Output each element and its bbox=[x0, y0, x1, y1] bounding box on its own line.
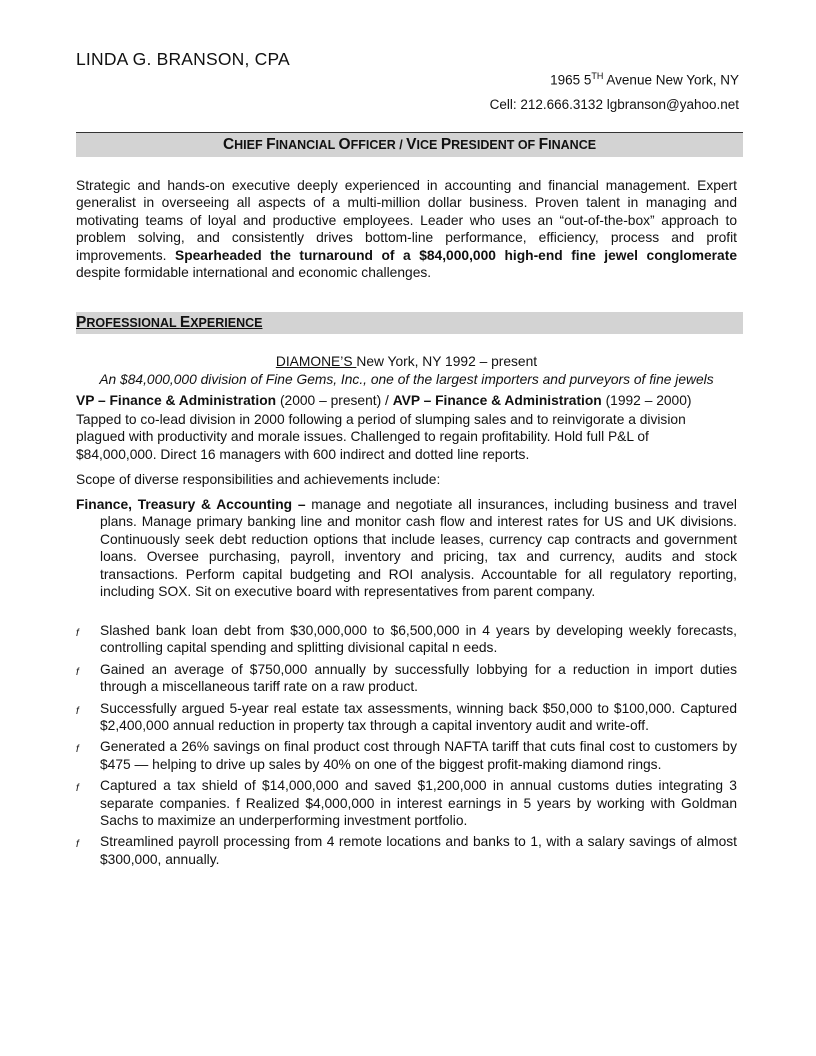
fta-text: manage and negotiate all insurances, including business and travel plans. Manage primary banking line and monitor cash flow and interest rates for US and UK divisions. Continuously seek debt reduction options that include leases, currency cap contracts and government loans. Oversee purchasing, payroll, inventory and pricing, tax and currency, audits and stock transactions. Perform capital budgeting and ROI analysis. Accountable for all regulatory reporting, including SOX. Sit on executive board with representatives from parent company. bbox=[100, 497, 737, 600]
title-part bbox=[339, 136, 407, 153]
bullet-glyph-icon: f bbox=[76, 628, 79, 639]
section-heading-experience bbox=[76, 312, 743, 334]
contact-line: Cell: 212.666.3132 lgbranson@yahoo.net bbox=[489, 97, 739, 112]
title-part bbox=[441, 136, 539, 153]
division-description: An $84,000,000 division of Fine Gems, Inc., one of the largest importers and purveyors of fine jewels bbox=[99, 372, 714, 387]
title-cap: C bbox=[222, 136, 235, 153]
bullet-text: Generated a 26% savings on final product cost through NAFTA tariff that cuts final cost to customers by $475 — helping to drive up sales by 40% on one of the biggest profit-making diamond rings. bbox=[100, 739, 737, 772]
job-title-banner bbox=[76, 132, 743, 157]
bullet-text: Slashed bank loan debt from $30,000,000 to $6,500,000 in 4 years by developing weekly forecasts, controlling capital spending and splitting divisional capital n eeds. bbox=[100, 623, 737, 656]
title-cap: F bbox=[266, 136, 276, 153]
address-pre: 1965 5 bbox=[550, 72, 592, 88]
title-rest: HIEF bbox=[234, 138, 267, 152]
scope-intro: Scope of diverse responsibilities and achievements include: bbox=[76, 472, 441, 487]
summary-bold: Spearheaded the turnaround of a $84,000,000 high-end fine jewel conglomerate bbox=[175, 247, 737, 263]
address-post: Avenue New York, NY bbox=[603, 72, 739, 88]
heading-rest: XPERIENCE bbox=[190, 316, 263, 330]
bullet-glyph-icon: f bbox=[76, 783, 79, 795]
roles-line bbox=[76, 393, 737, 408]
list-item bbox=[76, 622, 737, 657]
summary-tail: despite formidable international and economic challenges. bbox=[76, 265, 432, 281]
finance-treasury-accounting bbox=[76, 496, 737, 600]
title-rest: RESIDENT OF bbox=[451, 138, 539, 152]
title-cap: V bbox=[406, 136, 417, 153]
address-line bbox=[550, 71, 739, 88]
title-part bbox=[266, 136, 338, 153]
title-cap: F bbox=[538, 136, 549, 153]
heading-cap: E bbox=[179, 314, 191, 331]
company-name: DIAMONE’S bbox=[275, 354, 357, 369]
role-vp: VP – Finance & Administration bbox=[76, 393, 277, 408]
title-rest: FFICER / bbox=[350, 138, 407, 152]
summary-paragraph bbox=[76, 177, 737, 281]
role-avp: AVP – Finance & Administration bbox=[392, 393, 602, 408]
fta-label: Finance, Treasury & Accounting – bbox=[76, 497, 306, 512]
bullet-text: Successfully argued 5-year real estate tax assessments, winning back $50,000 to $100,000. Captured $2,400,000 annual reduction in property tax through a capital inventory audit and write-off. bbox=[100, 700, 737, 734]
title-cap: P bbox=[440, 136, 452, 153]
bullet-text: Gained an average of $750,000 annually by successfully lobbying for a reduction in import duties through a miscellaneous tariff rate on a raw product. bbox=[100, 661, 737, 695]
role-avp-dates: (1992 – 2000) bbox=[601, 393, 692, 408]
role-vp-dates: (2000 – present) / bbox=[276, 393, 393, 408]
heading-rest: ROFESSIONAL bbox=[86, 316, 180, 330]
bullet-text: Streamlined payroll processing from 4 remote locations and banks to 1, with a salary savings of almost $300,000, annually. bbox=[100, 834, 737, 867]
bullet-glyph-icon: f bbox=[76, 705, 79, 717]
company-line bbox=[76, 354, 737, 369]
title-rest: INANCIAL bbox=[275, 138, 339, 152]
bullet-text: Captured a tax shield of $14,000,000 and saved $1,200,000 in annual customs duties integrating 3 separate companies. f Realized $4,000,000 in interest earnings in 5 years by working with Goldman Sachs to maximize an underperforming investment portfolio. bbox=[100, 778, 737, 829]
title-part bbox=[539, 136, 596, 153]
bullet-glyph-icon: f bbox=[76, 666, 79, 678]
section-heading-text bbox=[76, 314, 262, 331]
title-cap: O bbox=[338, 136, 351, 153]
title-part bbox=[406, 136, 441, 153]
address-sup: TH bbox=[591, 71, 604, 81]
list-item bbox=[76, 738, 737, 773]
achievement-list bbox=[76, 622, 737, 872]
candidate-name: LINDA G. BRANSON, CPA bbox=[76, 49, 290, 69]
list-item bbox=[76, 661, 737, 696]
list-item bbox=[76, 833, 737, 868]
title-part bbox=[223, 136, 266, 153]
heading-cap: P bbox=[76, 314, 87, 331]
role-description: Tapped to co-lead division in 2000 following a period of slumping sales and to reinvigorate a division plagued with productivity and morale issues. Challenged to regain profitability. Hold full P&L of $84,000,000. Direct 16 managers with 600 indirect and dotted line reports. bbox=[76, 412, 686, 462]
summary-text: Strategic and hands-on executive deeply experienced in accounting and financial management. Expert generalist in overseeing all aspects of a multi-million dollar business. Proven talent in managing and motivating teams of loyal and productive employees. Leader who uses an “out-of-the-box” approach to problem solving, and consistently drives bottom-line performance, efficiency, process and profit improvements. bbox=[76, 178, 737, 263]
bullet-glyph-icon: f bbox=[76, 744, 79, 756]
list-item bbox=[76, 777, 737, 829]
list-item bbox=[76, 700, 737, 735]
company-location: New York, NY 1992 – present bbox=[356, 354, 538, 369]
title-rest: INANCE bbox=[548, 138, 597, 152]
bullet-glyph-icon: f bbox=[76, 839, 79, 851]
title-rest: ICE bbox=[416, 138, 441, 152]
